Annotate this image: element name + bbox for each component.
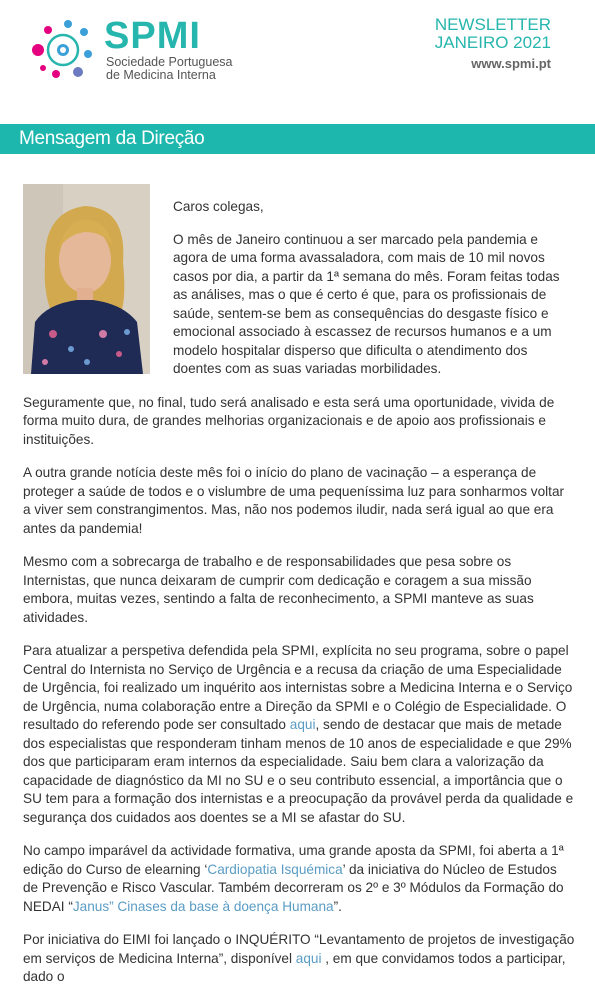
newsletter-date: JANEIRO 2021 (434, 33, 551, 52)
spmi-logo[interactable] (28, 15, 233, 82)
newsletter-info (435, 16, 551, 71)
logo-subtitle-line1: Sociedade Portuguesa (106, 55, 233, 69)
paragraph-1: O mês de Janeiro continuou a ser marcado pela pandemia e agora de uma forma avassaladora, com mais de 10 mil novos casos por dia, a partir da 1ª semana do mês. Foram feitas todas as análises, mas o que é certo é que, para os profissionais de saúde, sentem-se bem as consequências do desgaste físico e emocional associado à escassez de recursos humanos e a um modelo hospitalar disperso que dificulta o atendimento dos doentes com as suas variadas morbilidades. (173, 231, 560, 376)
paragraph-5-text-a: Para atualizar a perspetiva defendida pela SPMI, explícita no seu programa, sobre o papel Central do Internista no Serviço de Urgência e a recusa da criação de uma Especialidade de Urgência, foi realizado um inquérito aos internistas sobre a Medicina Interna e o Serviço de Urgência, numa colaboração entre a Direção da SPMI e o Colégio de Especialidade. O resultado do referendo pode ser consultado (23, 643, 573, 732)
paragraph-7-text-b: , em que convidamos todos a participar, dado o (23, 950, 566, 984)
paragraph-7-text-a: Por iniciativa do EIMI foi lançado o INQUÉRITO “Levantamento de projetos de investigação em serviços de Medicina Interna”, disponível (23, 932, 575, 966)
logo-wordmark: SPMI (104, 15, 201, 57)
paragraph-5 (23, 642, 575, 827)
paragraph-6-text-b: ’ da iniciativa do Núcleo de Estudos de Prevenção e Risco Vascular. Também decorreram os 2º e 3º Módulos da Formação do NEDAI “ (23, 861, 564, 914)
paragraph-7 (23, 931, 575, 987)
paragraph-5-text-b: , sendo de destacar que mais de metade dos especialistas que responderam tinham menos de 10 anos de especialidade e que 29% dos que participaram eram internos da especialidade. Saiu bem clara a valorização da capacidade de diagnóstico da MI no SU e o seu contributo essencial, a importância que o SU tem para a formação dos internistas e a preocupação da provável perda da qualidade e segurança dos cuidados aos doentes se a MI se afastar do SU. (23, 717, 574, 825)
survey-results-link[interactable]: aqui (289, 717, 316, 732)
janus-course-link[interactable]: Janus” Cinases da base à doença Humana (72, 898, 334, 914)
author-photo (23, 184, 150, 374)
letter-content (23, 184, 575, 1002)
logo-subtitle-line2: de Medicina Interna (106, 68, 216, 82)
eimi-survey-link[interactable]: aqui (295, 950, 322, 966)
paragraph-3: A outra grande notícia deste mês foi o início do plano de vacinação – a esperança de proteger a saúde de todos e o vislumbre de uma pequeníssima luz para sonharmos voltar a viver sem constrangimentos. Mas, não nos podemos iludir, nada será igual ao que era antes da pandemia! (23, 465, 565, 536)
paragraph-2: Seguramente que, no final, tudo será analisado e esta será uma oportunidade, vivida de forma muito dura, de grandes melhorias organizacionais e de apoio aos profissionais e instituições. (23, 394, 555, 447)
website-link[interactable]: www.spmi.pt (471, 56, 551, 71)
newsletter-header (0, 0, 595, 100)
paragraph-4: Mesmo com a sobrecarga de trabalho e de responsabilidades que pesa sobre os Internistas, que nunca deixaram de cumprir com dedicação e coragem a sua missão embora, muitas vezes, sentindo a falta de reconhecimento, a SPMI manteve as suas atividades. (23, 554, 534, 625)
section-title: Mensagem da Direção (19, 128, 205, 149)
newsletter-label: NEWSLETTER (434, 15, 551, 34)
paragraph-6 (23, 842, 575, 916)
cardiopatia-course-link[interactable]: Cardiopatia Isquémica (207, 861, 343, 877)
paragraph-6-text-c: ”. (333, 898, 342, 914)
spmi-logo-icon (28, 18, 98, 82)
logo-subtitle (106, 56, 246, 82)
section-banner (0, 124, 595, 154)
paragraph-6-text-a: No campo imparável da actividade formativa, uma grande aposta da SPMI, foi aberta a 1ª edição do Curso de elearning ‘ (23, 843, 564, 877)
greeting: Caros colegas, (173, 199, 264, 214)
portrait-image (23, 184, 150, 374)
